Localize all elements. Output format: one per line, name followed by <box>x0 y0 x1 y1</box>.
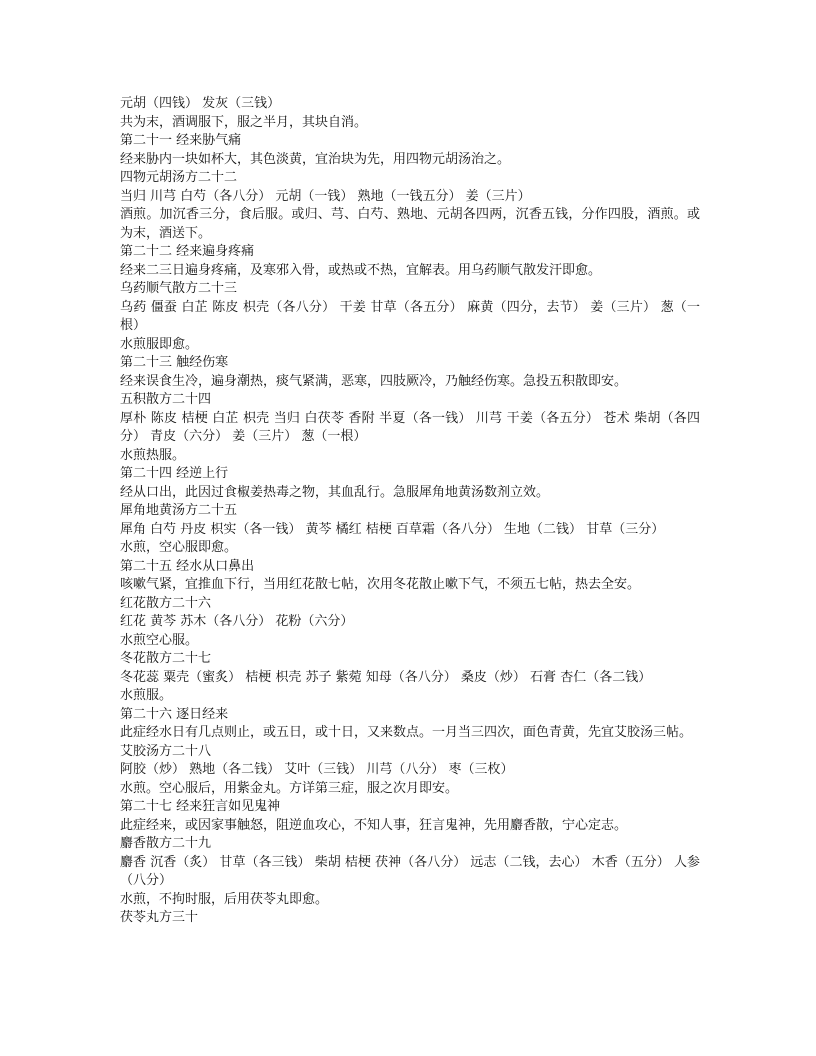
section-heading: 第二十五 经水从口鼻出 <box>120 558 255 574</box>
text-line: 经来胁内一块如杯大，其色淡黄，宜治块为先，用四物元胡汤治之。 <box>120 151 511 167</box>
section-heading: 第二十六 逐日经来 <box>120 706 229 722</box>
formula-title: 红花散方二十六 <box>120 595 212 611</box>
section-heading: 第二十二 经来遍身疼痛 <box>120 244 255 259</box>
ingredient-line: 冬花蕊 粟壳（蜜炙） 桔梗 枳壳 苏子 紫菀 知母（各八分） 桑皮（炒） 石膏 杏仁（各二钱） <box>120 669 652 685</box>
text-line: 水煎空心服。 <box>120 632 199 648</box>
text-line: 经来误食生冷，遍身潮热，痰气紧满，恶寒，四肢厥冷，乃触经伤寒。急投五积散即安。 <box>120 373 628 389</box>
formula-title: 麝香散方二十九 <box>120 836 212 851</box>
formula-title: 茯苓丸方三十 <box>120 910 199 925</box>
text-line: 共为末，酒调服下，服之半月，其块自消。 <box>120 114 368 130</box>
text-line: 水煎，空心服即愈。 <box>120 540 238 555</box>
text-line: 经从口出，此因过食椒姜热毒之物，其血乱行。急服犀角地黄汤数剂立效。 <box>120 484 550 500</box>
text-line: 此症经水日有几点则止，或五日，或十日，又来数点。一月当三四次，面色青黄，先宜艾胶汤三帖。 <box>120 725 693 740</box>
text-line: 水煎服即愈。 <box>120 336 199 352</box>
text-line: 水煎服。 <box>120 688 173 703</box>
formula-title: 冬花散方二十七 <box>120 651 212 666</box>
text-line: 酒煎。加沉香三分，食后服。或归、芎、白芍、熟地、元胡各四两，沉香五钱，分作四股，酒煎。或为末，酒送下。 <box>120 207 700 241</box>
document-page <box>120 95 700 928</box>
text-line: 水煎，不拘时服，后用茯苓丸即愈。 <box>120 891 329 907</box>
text-line: 经来二三日遍身疼痛，及寒邪入骨，或热或不热，宜解表。用乌药顺气散发汗即愈。 <box>120 262 602 278</box>
formula-title: 乌药顺气散方二十三 <box>120 281 238 296</box>
section-heading: 第二十一 经来胁气痛 <box>120 133 242 148</box>
formula-title: 五积散方二十四 <box>120 392 212 407</box>
text-line: 水煎。空心服后，用紫金丸。方详第三症，服之次月即安。 <box>120 780 459 796</box>
ingredient-line: 犀角 白芍 丹皮 枳实（各一钱） 黄芩 橘红 桔梗 百草霜（各八分） 生地（二钱） 甘草（三分） <box>120 521 665 537</box>
formula-title: 四物元胡汤方二十二 <box>120 170 238 185</box>
formula-title: 艾胶汤方二十八 <box>120 743 212 759</box>
ingredient-line: 厚朴 陈皮 桔梗 白芷 枳壳 当归 白茯苓 香附 半夏（各一钱） 川芎 干姜（各五分） 苍术 柴胡（各四分） 青皮（六分） 姜（三片） 葱（一根） <box>120 410 700 444</box>
section-heading: 第二十三 触经伤寒 <box>120 355 229 370</box>
text-line: 元胡（四钱） 发灰（三钱） <box>120 96 281 111</box>
section-heading: 第二十七 经来狂言如见鬼神 <box>120 799 281 814</box>
ingredient-line: 当归 川芎 白芍（各八分） 元胡（一钱） 熟地（一钱五分） 姜（三片） <box>120 188 531 204</box>
text-line: 水煎热服。 <box>120 447 186 463</box>
ingredient-line: 乌药 僵蚕 白芷 陈皮 枳壳（各八分） 干姜 甘草（各五分） 麻黄（四分，去节） 姜（三片） 葱（一根） <box>120 299 700 333</box>
ingredient-line: 麝香 沉香（炙） 甘草（各三钱） 柴胡 桔梗 茯神（各八分） 远志（二钱，去心） 木香（五分） 人参（八分） <box>120 854 700 888</box>
text-line: 咳嗽气紧，宜推血下行，当用红花散七帖，次用冬花散止嗽下气，不须五七帖，热去全安。 <box>120 577 641 592</box>
formula-title: 犀角地黄汤方二十五 <box>120 503 238 518</box>
ingredient-line: 阿胶（炒） 熟地（各二钱） 艾叶（三钱） 川芎（八分） 枣（三枚） <box>120 762 514 777</box>
ingredient-line: 红花 黄芩 苏木（各八分） 花粉（六分） <box>120 614 354 629</box>
text-line: 此症经来，或因家事触怒，阻逆血攻心，不知人事，狂言鬼神，先用麝香散，宁心定志。 <box>120 817 628 833</box>
section-heading: 第二十四 经逆上行 <box>120 466 229 481</box>
